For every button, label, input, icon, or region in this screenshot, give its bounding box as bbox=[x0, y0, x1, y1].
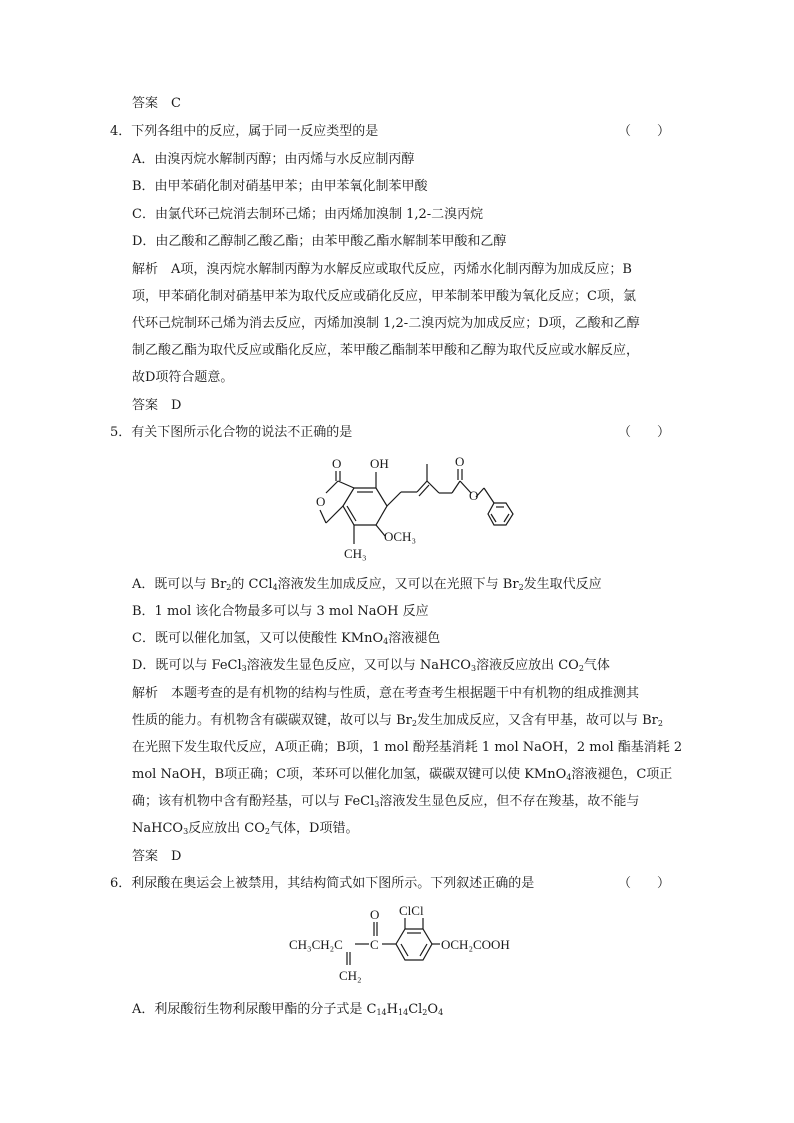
q6-atom-o: O bbox=[370, 907, 380, 922]
q5-group-och3: OCH₃ bbox=[384, 529, 416, 544]
q6-atom-c: C bbox=[370, 937, 379, 952]
q5-option-d: D．既可以与 FeCl$_3$溶液发生显色反应，又可以与 NaHCO$_3$溶液反应放出 $CO_2$气体 bbox=[132, 658, 610, 673]
q4-stem: 4．下列各组中的反应，属于同一反应类型的是 bbox=[110, 124, 379, 139]
q4-analysis-line: 代环己烷制环己烯为消去反应，丙烯加溴制 1,2-二溴丙烷为加成反应；D项，乙酸和乙醇 bbox=[132, 316, 640, 331]
q6-answer-paren: （ ） bbox=[618, 876, 671, 891]
q6-group-left: CH₃CH₂C bbox=[289, 937, 343, 952]
q5-analysis-line: 性质的能力。有机物含有碳碳双键，故可以与 $Br_2$发生加成反应，又含有甲基，故可以与 $Br_2$ bbox=[132, 713, 663, 728]
q4-option-c: C．由氯代环己烷消去制环己烯；由丙烯加溴制 1,2-二溴丙烷 bbox=[132, 207, 484, 222]
q4-analysis-line: 故D项符合题意。 bbox=[132, 370, 234, 385]
q5-atom-o-ester-carbonyl: O bbox=[455, 454, 465, 469]
q6-option-a: A．利尿酸衍生物利尿酸甲酯的分子式是 $C_{14}H_{14}Cl_2O_4$ bbox=[132, 1002, 444, 1017]
q5-analysis-line: 在光照下发生取代反应，A项正确；B项，1 mol 酚羟基消耗 1 mol NaOH，2 mol 酯基消耗 2 bbox=[132, 740, 683, 755]
q5-analysis-line: 确；该有机物中含有酚羟基，可以与 FeCl$_3$溶液发生显色反应，但不存在羧基，故不能与 bbox=[132, 794, 640, 809]
q6-stem: 6．利尿酸在奥运会上被禁用，其结构简式如下图所示。下列叙述正确的是 bbox=[110, 876, 535, 891]
q5-structure-diagram bbox=[280, 448, 540, 566]
q6-group-clcl: ClCl bbox=[399, 903, 424, 918]
q5-analysis-line: mol NaOH，B项正确；C项，苯环可以催化加氢，碳碳双键可以使 KMnO$_4$溶液褪色，C项正 bbox=[132, 767, 673, 782]
q6-group-right: OCH₂COOH bbox=[441, 937, 510, 952]
q4-analysis-line: 解析 A项，溴丙烷水解制丙醇为水解反应或取代反应，丙烯水化制丙醇为加成反应；B bbox=[132, 262, 632, 277]
q5-atom-o-carbonyl: O bbox=[332, 456, 342, 471]
q5-atom-o-ester-link: O bbox=[469, 488, 479, 503]
q5-atom-o-ring: O bbox=[316, 494, 326, 509]
q5-analysis-line: 解析 本题考查的是有机物的结构与性质，意在考查考生根据题干中有机物的组成推测其 bbox=[132, 686, 640, 701]
q4-analysis-line: 制乙酸乙酯为取代反应或酯化反应，苯甲酸乙酯制苯甲酸和乙醇为取代反应或水解反应， bbox=[132, 343, 640, 358]
q5-option-a: A．既可以与 $Br_2$的 CCl$_4$溶液发生加成反应，又可以在光照下与 $Br_2$发生取代反应 bbox=[132, 577, 602, 592]
q4-option-a: A．由溴丙烷水解制丙醇；由丙烯与水反应制丙醇 bbox=[132, 152, 415, 167]
q5-answer-paren: （ ） bbox=[618, 425, 671, 440]
q5-answer: 答案 D bbox=[132, 849, 182, 864]
answer-prev: 答案 C bbox=[132, 96, 181, 111]
q6-group-ch2: CH₂ bbox=[339, 968, 362, 983]
q5-option-b: B．1 mol 该化合物最多可以与 3 mol NaOH 反应 bbox=[132, 604, 429, 619]
q4-analysis-line: 项，甲苯硝化制对硝基甲苯为取代反应或硝化反应，甲苯制苯甲酸为氧化反应；C项，氯 bbox=[132, 289, 636, 304]
q5-analysis-line: NaHCO$_3$反应放出 $CO_2$气体，D项错。 bbox=[132, 821, 359, 836]
q5-option-c: C．既可以催化加氢，又可以使酸性 KMnO$_4$溶液褪色 bbox=[132, 631, 441, 646]
q5-stem: 5．有关下图所示化合物的说法不正确的是 bbox=[110, 425, 353, 440]
q5-atom-oh: OH bbox=[370, 456, 389, 471]
q4-answer-paren: （ ） bbox=[618, 124, 671, 139]
q5-group-ch3: CH₃ bbox=[344, 546, 367, 561]
q4-option-d: D．由乙酸和乙醇制乙酸乙酯；由苯甲酸乙酯水解制苯甲酸和乙醇 bbox=[132, 234, 507, 249]
q4-option-b: B．由甲苯硝化制对硝基甲苯；由甲苯氧化制苯甲酸 bbox=[132, 179, 428, 194]
q4-answer: 答案 D bbox=[132, 398, 182, 413]
q6-structure-diagram bbox=[285, 898, 535, 990]
